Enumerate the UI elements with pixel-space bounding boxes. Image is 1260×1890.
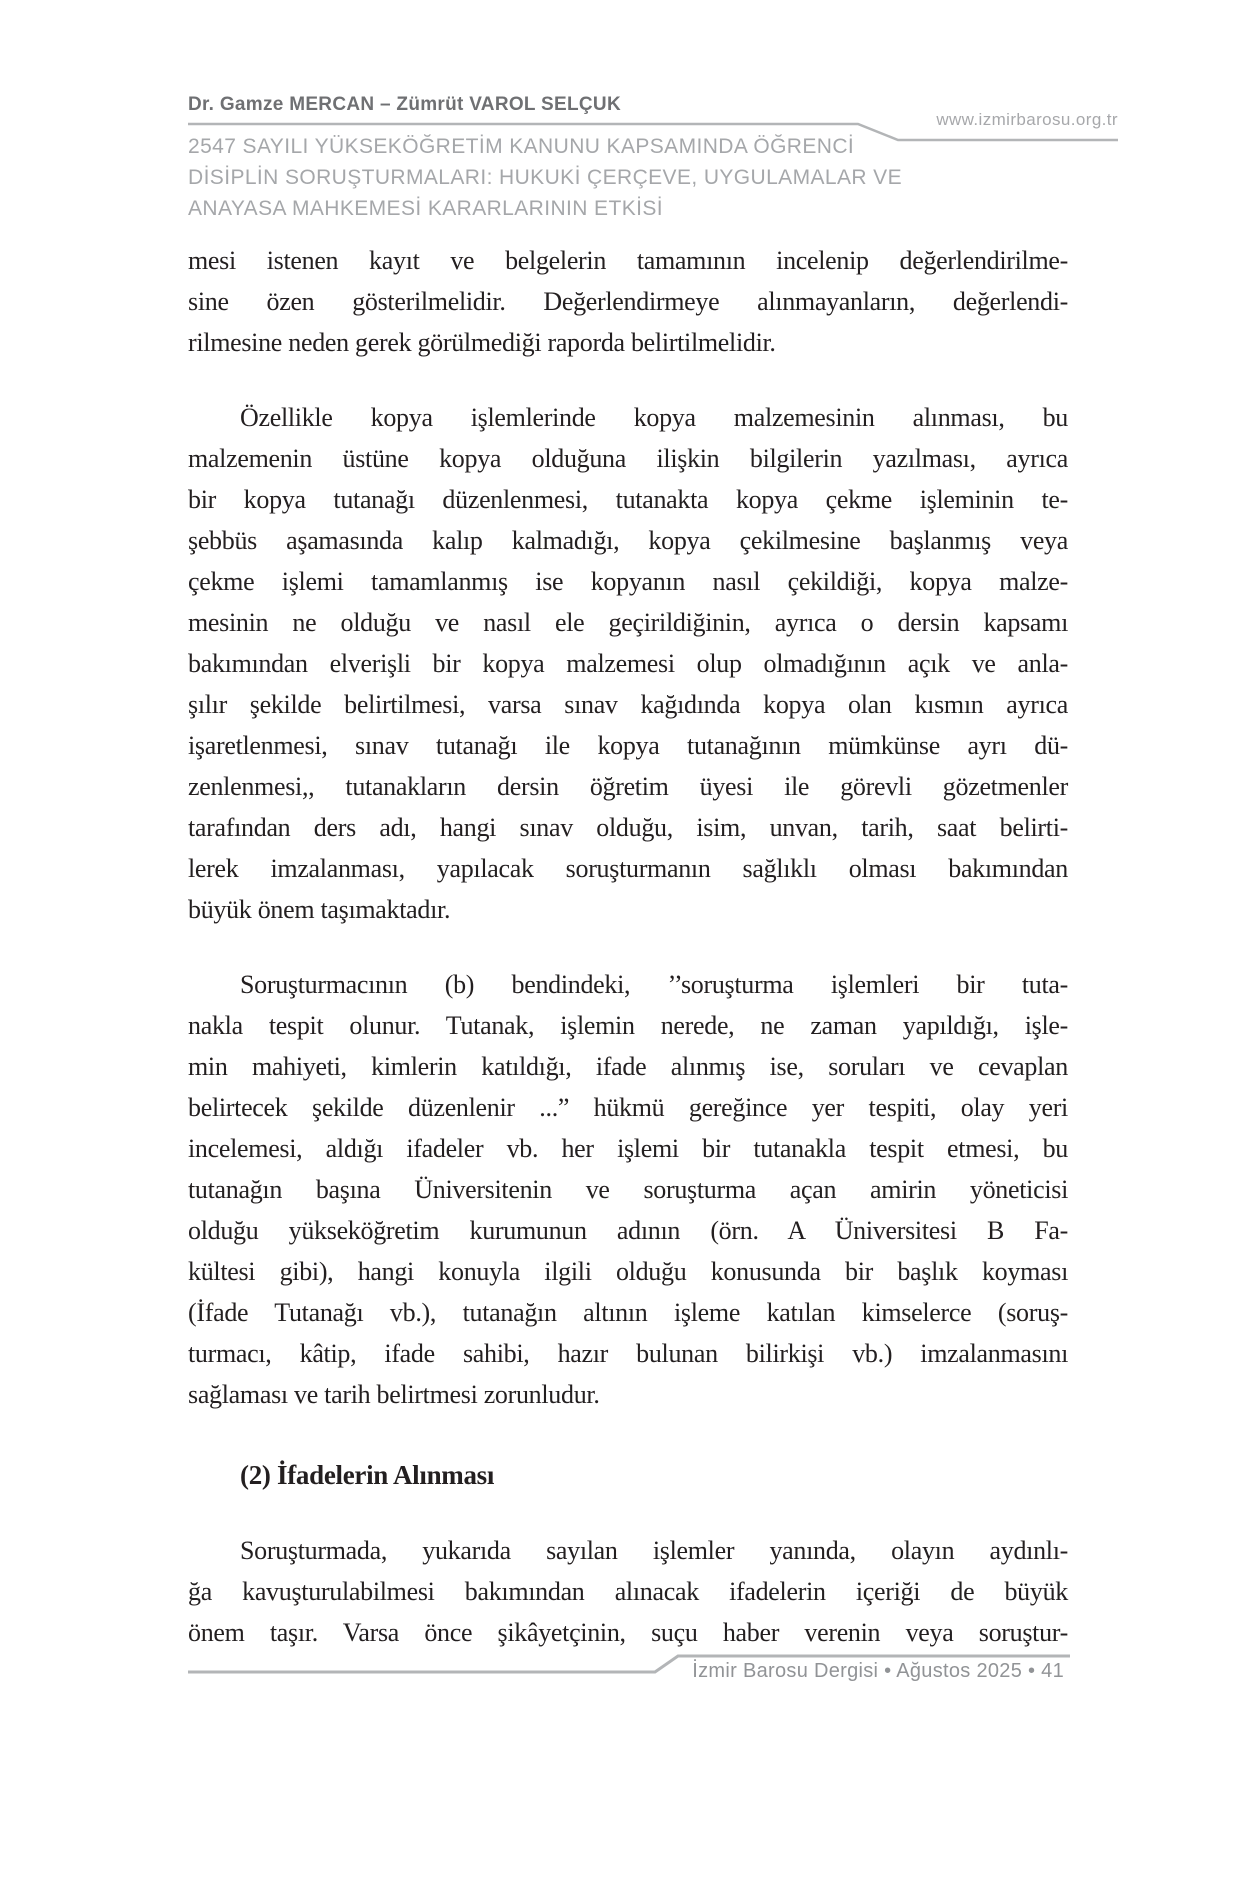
body-line: çekme işlemi tamamlanmış ise kopyanın nasıl çekildiği, kopya malze- bbox=[188, 567, 1068, 596]
body-line: kültesi gibi), hangi konuyla ilgili olduğu konusunda bir başlık koyması bbox=[188, 1257, 1068, 1286]
body-line: ğa kavuşturulabilmesi bakımından alınacak ifadelerin içeriği de büyük bbox=[188, 1577, 1068, 1606]
body-line: büyük önem taşımaktadır. bbox=[188, 895, 451, 924]
footer-journal-info: İzmir Barosu Dergisi • Ağustos 2025 • 41 bbox=[692, 1660, 1064, 1682]
body-line: tutanağın başına Üniversitenin ve soruşturma açan amirin yöneticisi bbox=[188, 1175, 1068, 1204]
body-line: Soruşturmacının (b) bendindeki, ’’soruşturma işlemleri bir tuta- bbox=[240, 970, 1068, 999]
body-line: belirtecek şekilde düzenlenir ...” hükmü gereğince yer tespiti, olay yeri bbox=[188, 1093, 1068, 1122]
body-line: min mahiyeti, kimlerin katıldığı, ifade alınmış ise, soruları ve cevaplan bbox=[188, 1052, 1068, 1081]
body-line: bakımından elverişli bir kopya malzemesi olup olmadığının açık ve anla- bbox=[188, 649, 1068, 678]
body-line: rilmesine neden gerek görülmediği raporda belirtilmelidir. bbox=[188, 328, 776, 357]
body-line: (İfade Tutanağı vb.), tutanağın altının işleme katılan kimselerce (soruş- bbox=[188, 1298, 1068, 1327]
body-line: turmacı, kâtip, ifade sahibi, hazır bulunan bilirkişi vb.) imzalanmasını bbox=[188, 1339, 1068, 1368]
body-line: Özellikle kopya işlemlerinde kopya malzemesinin alınması, bu bbox=[240, 403, 1068, 432]
body-line: önem taşır. Varsa önce şikâyetçinin, suçu haber verenin veya soruştur- bbox=[188, 1618, 1068, 1647]
body-line: sağlaması ve tarih belirtmesi zorunludur. bbox=[188, 1380, 600, 1409]
body-line: şebbüs aşamasında kalıp kalmadığı, kopya çekilmesine başlanmış veya bbox=[188, 526, 1068, 555]
body-line: tarafından ders adı, hangi sınav olduğu, isim, unvan, tarih, saat belirti- bbox=[188, 813, 1068, 842]
body-line: olduğu yükseköğretim kurumunun adının (örn. A Üniversitesi B Fa- bbox=[188, 1216, 1068, 1245]
section-heading: (2) İfadelerin Alınması bbox=[240, 1460, 495, 1490]
paragraph bbox=[188, 1530, 1068, 1653]
article-title-line: DİSİPLİN SORUŞTURMALARI: HUKUKİ ÇERÇEVE, UYGULAMALAR VE bbox=[188, 166, 902, 189]
body-line: bir kopya tutanağı düzenlenmesi, tutanakta kopya çekme işleminin te- bbox=[188, 485, 1068, 514]
body-line: sine özen gösterilmelidir. Değerlendirmeye alınmayanların, değerlendi- bbox=[188, 287, 1068, 316]
author-line: Dr. Gamze MERCAN – Zümrüt VAROL SELÇUK bbox=[188, 94, 621, 115]
paragraph bbox=[188, 240, 1068, 363]
paragraph bbox=[188, 397, 1068, 930]
body-line: nakla tespit olunur. Tutanak, işlemin nerede, ne zaman yapıldığı, işle- bbox=[188, 1011, 1068, 1040]
body-line: zenlenmesi,, tutanakların dersin öğretim üyesi ile görevli gözetmenler bbox=[188, 772, 1068, 801]
article-title-line: ANAYASA MAHKEMESİ KARARLARININ ETKİSİ bbox=[188, 197, 663, 220]
body-line: malzemenin üstüne kopya olduğuna ilişkin bilgilerin yazılması, ayrıca bbox=[188, 444, 1068, 473]
body-line: mesinin ne olduğu ve nasıl ele geçirildiğinin, ayrıca o dersin kapsamı bbox=[188, 608, 1068, 637]
body-line: Soruşturmada, yukarıda sayılan işlemler yanında, olayın aydınlı- bbox=[240, 1536, 1068, 1565]
article-title bbox=[188, 131, 902, 224]
body-line: mesi istenen kayıt ve belgelerin tamamının incelenip değerlendirilme- bbox=[188, 246, 1068, 275]
website-url: www.izmirbarosu.org.tr bbox=[936, 110, 1118, 129]
article-body bbox=[188, 240, 1068, 1653]
body-line: incelemesi, aldığı ifadeler vb. her işlemi bir tutanakla tespit etmesi, bu bbox=[188, 1134, 1068, 1163]
paragraph bbox=[188, 964, 1068, 1415]
body-line: işaretlenmesi, sınav tutanağı ile kopya tutanağının mümkünse ayrı dü- bbox=[188, 731, 1068, 760]
body-line: lerek imzalanması, yapılacak soruşturmanın sağlıklı olması bakımından bbox=[188, 854, 1068, 883]
article-title-line: 2547 SAYILI YÜKSEKÖĞRETİM KANUNU KAPSAMINDA ÖĞRENCİ bbox=[188, 135, 855, 158]
body-line: şılır şekilde belirtilmesi, varsa sınav kağıdında kopya olan kısmın ayrıca bbox=[188, 690, 1068, 719]
